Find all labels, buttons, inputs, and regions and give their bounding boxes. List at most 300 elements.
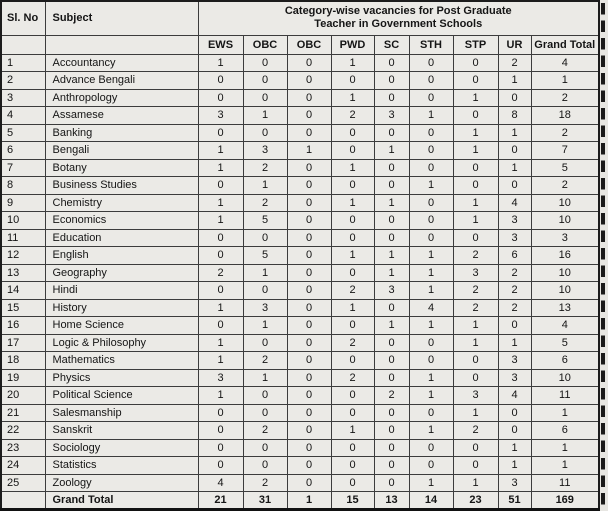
cell-value: 0: [498, 89, 531, 107]
cell-value: 5: [243, 247, 287, 265]
cell-value: 0: [287, 334, 331, 352]
cell-value: 2: [374, 387, 409, 405]
cell-value: 3: [198, 369, 243, 387]
cell-subject: Mathematics: [45, 352, 198, 370]
cell-value: 2: [331, 334, 374, 352]
header-subject: Subject: [45, 1, 198, 35]
cell-value: 2: [498, 282, 531, 300]
cell-value: 2: [243, 159, 287, 177]
cell-subject: Education: [45, 229, 198, 247]
cell-value: 0: [374, 457, 409, 475]
cell-value: 0: [198, 72, 243, 90]
cell-sl-no: 2: [1, 72, 45, 90]
cell-value: 10: [531, 212, 599, 230]
cell-subject: Zoology: [45, 474, 198, 492]
table-body: [1, 54, 599, 509]
cell-value: 0: [331, 212, 374, 230]
cell-value: 1: [287, 492, 331, 510]
cell-value: 2: [531, 177, 599, 195]
cell-value: 0: [287, 474, 331, 492]
cell-value: 0: [287, 299, 331, 317]
cell-value: 0: [374, 72, 409, 90]
cell-value: 0: [243, 229, 287, 247]
header-col-obc-2: OBC: [287, 35, 331, 54]
cell-value: 0: [374, 159, 409, 177]
cell-value: 0: [198, 177, 243, 195]
cell-value: 0: [453, 352, 498, 370]
cell-subject: Chemistry: [45, 194, 198, 212]
cell-value: 1: [409, 422, 453, 440]
cell-value: 3: [498, 369, 531, 387]
cell-subject: Banking: [45, 124, 198, 142]
table-row: [1, 124, 599, 142]
cell-value: 1: [198, 212, 243, 230]
cell-value: 4: [498, 387, 531, 405]
cell-value: 1: [331, 194, 374, 212]
table-row: [1, 387, 599, 405]
cell-value: 0: [409, 194, 453, 212]
cell-subject: Anthropology: [45, 89, 198, 107]
cell-value: 0: [409, 439, 453, 457]
cell-value: 0: [287, 404, 331, 422]
table-row: [1, 404, 599, 422]
cell-sl-no: 25: [1, 474, 45, 492]
cell-value: 0: [287, 457, 331, 475]
cell-value: 8: [498, 107, 531, 125]
cell-value: 21: [198, 492, 243, 510]
cell-value: 0: [374, 299, 409, 317]
cell-sl-no: 7: [1, 159, 45, 177]
cell-value: 0: [498, 177, 531, 195]
cell-value: 1: [531, 72, 599, 90]
cell-value: 0: [374, 124, 409, 142]
cell-value: 3: [198, 107, 243, 125]
cell-value: 0: [498, 317, 531, 335]
cell-value: 0: [198, 247, 243, 265]
cell-value: 0: [287, 247, 331, 265]
cell-value: 2: [453, 282, 498, 300]
cell-sl-no: 9: [1, 194, 45, 212]
cell-value: 0: [374, 474, 409, 492]
cell-value: 1: [374, 194, 409, 212]
cell-subject: Home Science: [45, 317, 198, 335]
cell-value: 1: [198, 334, 243, 352]
table-row: [1, 54, 599, 72]
header-col-pwd: PWD: [331, 35, 374, 54]
cell-value: 1: [531, 404, 599, 422]
header-col-ur: UR: [498, 35, 531, 54]
cell-subject: Accountancy: [45, 54, 198, 72]
table-row: [1, 229, 599, 247]
cell-value: 0: [331, 264, 374, 282]
cell-value: 0: [243, 54, 287, 72]
cell-sl-no: [1, 492, 45, 510]
cell-value: 0: [331, 474, 374, 492]
cell-value: 1: [498, 457, 531, 475]
cell-value: 0: [409, 334, 453, 352]
cell-value: 0: [287, 352, 331, 370]
cell-value: 0: [409, 212, 453, 230]
cell-value: 7: [531, 142, 599, 160]
table-row: [1, 299, 599, 317]
table-row: [1, 159, 599, 177]
cell-value: 0: [243, 439, 287, 457]
cell-value: 13: [374, 492, 409, 510]
cell-subject: Economics: [45, 212, 198, 230]
cell-value: 1: [198, 387, 243, 405]
cell-value: 11: [531, 474, 599, 492]
cell-value: 0: [409, 159, 453, 177]
header-col-ews: EWS: [198, 35, 243, 54]
cell-value: 0: [409, 89, 453, 107]
cell-value: 1: [374, 317, 409, 335]
cell-value: 3: [243, 142, 287, 160]
cell-sl-no: 4: [1, 107, 45, 125]
cell-value: 0: [287, 439, 331, 457]
cell-value: 1: [498, 334, 531, 352]
cell-value: 0: [453, 54, 498, 72]
cell-subject: Logic & Philosophy: [45, 334, 198, 352]
cell-value: 1: [409, 369, 453, 387]
cell-value: 1: [409, 282, 453, 300]
cell-value: 1: [453, 212, 498, 230]
cell-value: 0: [287, 177, 331, 195]
cell-value: 1: [331, 422, 374, 440]
cell-value: 0: [198, 422, 243, 440]
cell-value: 0: [374, 177, 409, 195]
cell-sl-no: 3: [1, 89, 45, 107]
cell-value: 0: [374, 334, 409, 352]
cell-value: 15: [331, 492, 374, 510]
cell-sl-no: 18: [1, 352, 45, 370]
cell-value: 10: [531, 194, 599, 212]
cell-value: 2: [198, 264, 243, 282]
cell-value: 1: [198, 159, 243, 177]
cell-value: 31: [243, 492, 287, 510]
cell-value: 0: [287, 159, 331, 177]
cell-value: 3: [374, 282, 409, 300]
cell-sl-no: 17: [1, 334, 45, 352]
cell-value: 2: [498, 264, 531, 282]
cell-value: 5: [531, 334, 599, 352]
cell-value: 1: [198, 299, 243, 317]
cell-value: 0: [453, 72, 498, 90]
cell-value: 0: [243, 387, 287, 405]
cell-value: 2: [243, 194, 287, 212]
cell-value: 0: [409, 352, 453, 370]
cell-value: 3: [453, 264, 498, 282]
cell-value: 0: [331, 142, 374, 160]
cell-value: 0: [287, 107, 331, 125]
table-row: [1, 282, 599, 300]
cell-value: 1: [409, 387, 453, 405]
header-category-title-line1: Category-wise vacancies for Post Graduate: [284, 5, 512, 18]
cell-value: 0: [374, 369, 409, 387]
cell-value: 0: [453, 229, 498, 247]
cell-value: 0: [243, 334, 287, 352]
cell-value: 1: [331, 54, 374, 72]
cell-sl-no: 10: [1, 212, 45, 230]
cell-subject: Salesmanship: [45, 404, 198, 422]
cell-value: 0: [498, 142, 531, 160]
cell-value: 0: [453, 159, 498, 177]
cell-subject: Sociology: [45, 439, 198, 457]
cell-value: 4: [498, 194, 531, 212]
cell-value: 0: [409, 404, 453, 422]
cell-value: 1: [287, 142, 331, 160]
cell-value: 10: [531, 369, 599, 387]
cell-value: 2: [243, 474, 287, 492]
cell-subject: Hindi: [45, 282, 198, 300]
cell-value: 13: [531, 299, 599, 317]
cell-value: 1: [498, 124, 531, 142]
cell-value: 2: [531, 124, 599, 142]
cell-value: 0: [374, 352, 409, 370]
cell-value: 1: [453, 334, 498, 352]
table-row: [1, 457, 599, 475]
cell-subject: Bengali: [45, 142, 198, 160]
header-empty-cell: [1, 35, 45, 54]
cell-value: 2: [243, 422, 287, 440]
table-row: [1, 352, 599, 370]
cell-value: 1: [498, 72, 531, 90]
cell-value: 2: [331, 107, 374, 125]
table-row: [1, 334, 599, 352]
cell-value: 1: [243, 369, 287, 387]
table-row: [1, 247, 599, 265]
cell-value: 0: [409, 457, 453, 475]
cell-sl-no: 23: [1, 439, 45, 457]
cell-value: 2: [531, 89, 599, 107]
cell-value: 0: [453, 439, 498, 457]
cell-value: 1: [409, 177, 453, 195]
cell-value: 6: [531, 422, 599, 440]
cell-subject: Botany: [45, 159, 198, 177]
cell-value: 4: [531, 54, 599, 72]
cell-sl-no: 6: [1, 142, 45, 160]
cell-value: 0: [331, 387, 374, 405]
cell-value: 1: [374, 142, 409, 160]
header-col-grand-total: Grand Total: [531, 35, 599, 54]
cell-subject: History: [45, 299, 198, 317]
cell-value: 4: [198, 474, 243, 492]
header-col-obc: OBC: [243, 35, 287, 54]
cell-value: 2: [453, 299, 498, 317]
header-col-sth: STH: [409, 35, 453, 54]
table-row: [1, 264, 599, 282]
cell-sl-no: 16: [1, 317, 45, 335]
cell-sl-no: 1: [1, 54, 45, 72]
cell-value: 0: [331, 72, 374, 90]
cell-subject: Physics: [45, 369, 198, 387]
cell-value: 0: [287, 124, 331, 142]
cell-value: 0: [287, 89, 331, 107]
cell-value: 0: [198, 124, 243, 142]
cell-value: 0: [287, 369, 331, 387]
cell-value: 0: [243, 404, 287, 422]
cell-value: 0: [287, 72, 331, 90]
table-row: [1, 369, 599, 387]
cell-value: 1: [453, 124, 498, 142]
cell-sl-no: 11: [1, 229, 45, 247]
cell-value: 1: [453, 404, 498, 422]
header-row-categories: [1, 35, 599, 54]
cell-value: 3: [498, 352, 531, 370]
cell-value: 0: [409, 229, 453, 247]
cell-value: 1: [331, 89, 374, 107]
cell-value: 0: [453, 369, 498, 387]
cell-value: 1: [409, 317, 453, 335]
cell-value: 0: [198, 439, 243, 457]
header-category-title: [198, 1, 599, 35]
cell-value: 6: [531, 352, 599, 370]
cell-value: 2: [243, 352, 287, 370]
cell-value: 1: [453, 317, 498, 335]
cell-value: 3: [531, 229, 599, 247]
cell-value: 23: [453, 492, 498, 510]
cell-value: 0: [331, 124, 374, 142]
cell-value: 1: [243, 177, 287, 195]
cell-value: 1: [198, 194, 243, 212]
cell-value: 0: [374, 404, 409, 422]
cell-value: 3: [498, 474, 531, 492]
cell-value: 1: [409, 264, 453, 282]
cell-value: 1: [198, 352, 243, 370]
cell-value: 2: [453, 247, 498, 265]
cell-sl-no: 13: [1, 264, 45, 282]
cell-sl-no: 8: [1, 177, 45, 195]
cell-value: 1: [409, 107, 453, 125]
cell-value: 1: [531, 439, 599, 457]
cell-value: 1: [453, 474, 498, 492]
cell-sl-no: 12: [1, 247, 45, 265]
cell-value: 0: [331, 229, 374, 247]
cell-value: 10: [531, 282, 599, 300]
table-row: [1, 422, 599, 440]
table-row: [1, 194, 599, 212]
header-empty-cell: [45, 35, 198, 54]
cell-value: 1: [243, 264, 287, 282]
cell-value: 0: [331, 317, 374, 335]
cell-value: 1: [531, 457, 599, 475]
cell-subject: Assamese: [45, 107, 198, 125]
cell-value: 2: [331, 282, 374, 300]
cell-sl-no: 24: [1, 457, 45, 475]
cell-value: 3: [498, 212, 531, 230]
cell-value: 0: [243, 457, 287, 475]
cell-value: 0: [198, 457, 243, 475]
cell-subject: Geography: [45, 264, 198, 282]
table-row: [1, 177, 599, 195]
cell-value: 1: [498, 159, 531, 177]
cell-value: 1: [453, 194, 498, 212]
cell-subject: Statistics: [45, 457, 198, 475]
cell-value: 1: [409, 474, 453, 492]
cell-value: 1: [331, 247, 374, 265]
cell-value: 0: [498, 422, 531, 440]
cell-value: 0: [287, 387, 331, 405]
cell-value: 0: [287, 54, 331, 72]
cell-value: 3: [243, 299, 287, 317]
cell-sl-no: 20: [1, 387, 45, 405]
cell-value: 0: [374, 54, 409, 72]
cell-value: 0: [453, 107, 498, 125]
cell-value: 4: [531, 317, 599, 335]
cell-value: 1: [374, 247, 409, 265]
table-row: [1, 107, 599, 125]
cell-value: 0: [453, 457, 498, 475]
cell-value: 1: [198, 142, 243, 160]
cell-value: 1: [243, 317, 287, 335]
cell-value: 10: [531, 264, 599, 282]
cell-value: 0: [409, 124, 453, 142]
cell-value: 3: [453, 387, 498, 405]
table-row: [1, 89, 599, 107]
cell-value: 0: [409, 72, 453, 90]
cell-value: 1: [198, 54, 243, 72]
cell-value: 0: [374, 89, 409, 107]
table-row: [1, 72, 599, 90]
cell-value: 0: [198, 404, 243, 422]
cell-value: 0: [374, 212, 409, 230]
cell-value: 0: [287, 194, 331, 212]
table-row: [1, 439, 599, 457]
cell-value: 0: [287, 422, 331, 440]
cell-value: 169: [531, 492, 599, 510]
cell-value: 0: [331, 177, 374, 195]
cell-value: 0: [198, 282, 243, 300]
table-row: [1, 474, 599, 492]
cell-subject: Advance Bengali: [45, 72, 198, 90]
cell-value: 1: [243, 107, 287, 125]
cell-value: 0: [287, 317, 331, 335]
cell-value: 0: [453, 177, 498, 195]
cell-sl-no: 21: [1, 404, 45, 422]
cell-value: 3: [374, 107, 409, 125]
cell-value: 0: [374, 229, 409, 247]
cell-value: 5: [531, 159, 599, 177]
cell-value: 51: [498, 492, 531, 510]
cell-value: 1: [409, 247, 453, 265]
header-col-sc: SC: [374, 35, 409, 54]
cell-value: 0: [331, 352, 374, 370]
cell-value: 0: [243, 282, 287, 300]
cell-value: 1: [331, 159, 374, 177]
cell-value: 2: [498, 54, 531, 72]
cell-value: 0: [243, 124, 287, 142]
cell-value: 0: [287, 282, 331, 300]
cell-value: 0: [331, 439, 374, 457]
cell-value: 0: [409, 54, 453, 72]
cell-value: 1: [453, 89, 498, 107]
cell-value: 0: [198, 89, 243, 107]
cell-value: 0: [243, 89, 287, 107]
cell-sl-no: 19: [1, 369, 45, 387]
cell-value: 18: [531, 107, 599, 125]
table-row: [1, 212, 599, 230]
cell-sl-no: 14: [1, 282, 45, 300]
cell-value: 0: [243, 72, 287, 90]
cell-value: 16: [531, 247, 599, 265]
cell-value: 0: [374, 422, 409, 440]
cell-value: 14: [409, 492, 453, 510]
cell-value: 0: [331, 457, 374, 475]
cell-grand-total-label: Grand Total: [45, 492, 198, 510]
cell-value: 0: [287, 229, 331, 247]
cell-value: 4: [409, 299, 453, 317]
cell-subject: Political Science: [45, 387, 198, 405]
cell-subject: Business Studies: [45, 177, 198, 195]
